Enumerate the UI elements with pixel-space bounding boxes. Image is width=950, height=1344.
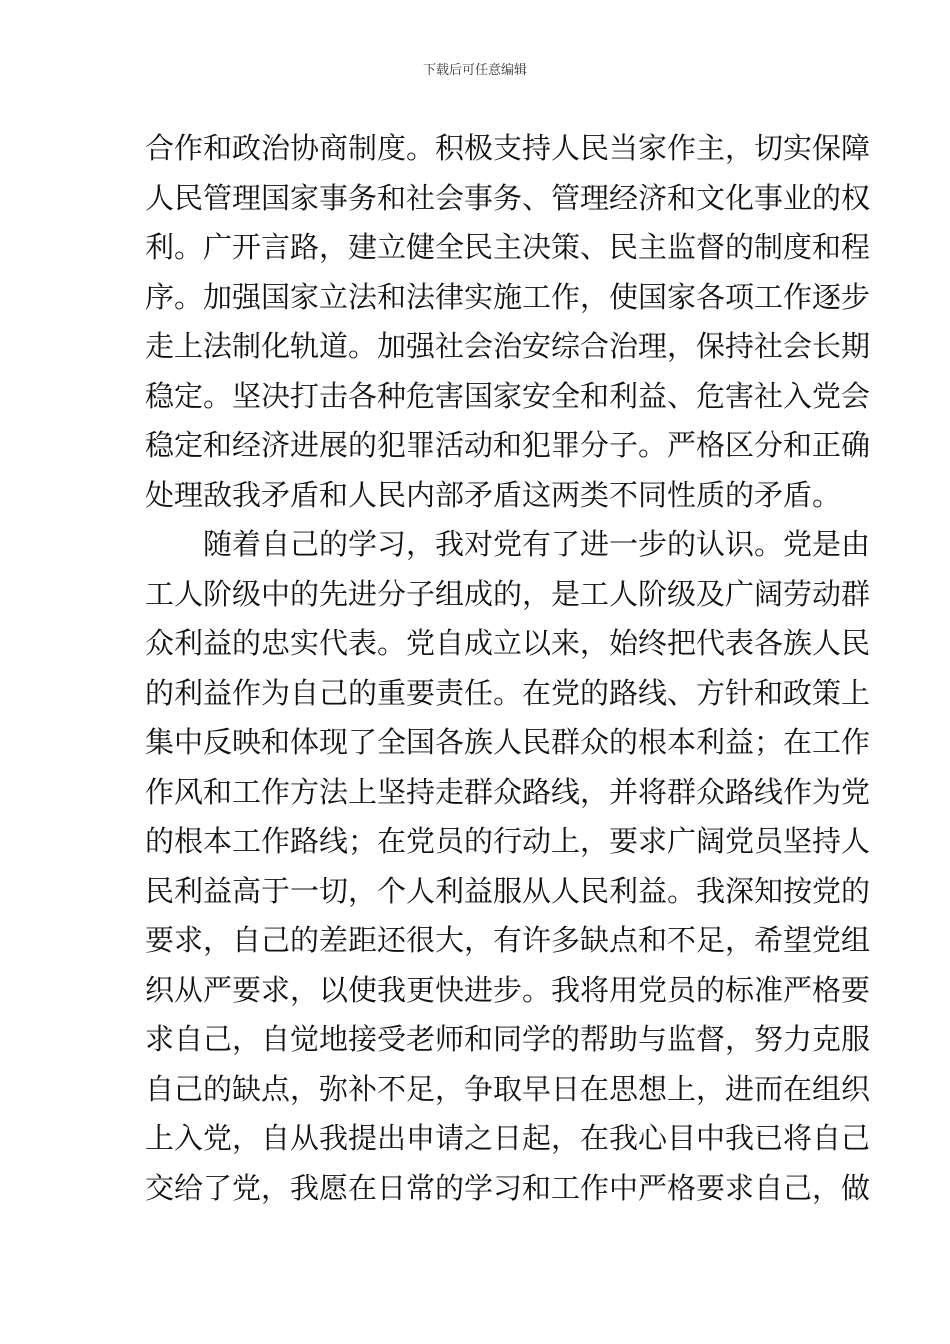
text-line: 走上法制化轨道。加强社会治安综合治理，保持社会长期 xyxy=(145,329,871,363)
text-line: 求自己，自觉地接受老师和同学的帮助与监督，努力克服 xyxy=(145,1022,871,1056)
page-header: 下载后可任意编辑 xyxy=(422,63,527,78)
text-line: 作风和工作方法上坚持走群众路线，并将群众路线作为党 xyxy=(145,774,871,809)
text-line: 民利益高于一切，个人利益服从人民利益。我深知按党的 xyxy=(145,873,871,908)
text-line: 交给了党，我愿在日常的学习和工作中严格要求自己，做 xyxy=(145,1170,871,1205)
text-line: 工人阶级中的先进分子组成的，是工人阶级及广阔劳动群 xyxy=(145,576,871,611)
text-line: 利。广开言路，建立健全民主决策、民主监督的制度和程 xyxy=(145,230,871,264)
text-line: 织从严要求，以使我更快进步。我将用党员的标准严格要 xyxy=(145,972,871,1007)
paragraph xyxy=(145,124,871,520)
text-line: 的根本工作路线；在党员的行动上，要求广阔党员坚持人 xyxy=(145,824,871,858)
text-line: 的利益作为自己的重要责任。在党的路线、方针和政策上 xyxy=(145,675,871,710)
text-line: 人民管理国家事务和社会事务、管理经济和文化事业的权 xyxy=(145,180,871,215)
text-line: 要求，自己的差距还很大，有许多缺点和不足，希望党组 xyxy=(145,923,871,957)
text-line: 众利益的忠实代表。党自成立以来，始终把代表各族人民 xyxy=(145,626,871,660)
text-line: 稳定和经济进展的犯罪活动和犯罪分子。严格区分和正确 xyxy=(145,428,871,462)
text-line: 自己的缺点，弥补不足，争取早日在思想上，进而在组织 xyxy=(145,1071,871,1106)
text-line: 合作和政治协商制度。积极支持人民当家作主，切实保障 xyxy=(145,131,871,165)
text-line: 集中反映和体现了全国各族人民群众的根本利益；在工作 xyxy=(145,725,871,759)
text-line: 序。加强国家立法和法律实施工作，使国家各项工作逐步 xyxy=(145,279,871,314)
text-line: 随着自己的学习，我对党有了进一步的认识。党是由 xyxy=(145,527,871,561)
paragraph xyxy=(145,520,871,1213)
body-text xyxy=(145,124,871,1213)
text-line: 处理敌我矛盾和人民内部矛盾这两类不同性质的矛盾。 xyxy=(145,477,842,512)
text-line: 稳定。坚决打击各种危害国家安全和利益、危害社入党会 xyxy=(145,378,871,413)
text-line: 上入党，自从我提出申请之日起，在我心目中我已将自己 xyxy=(145,1121,871,1155)
